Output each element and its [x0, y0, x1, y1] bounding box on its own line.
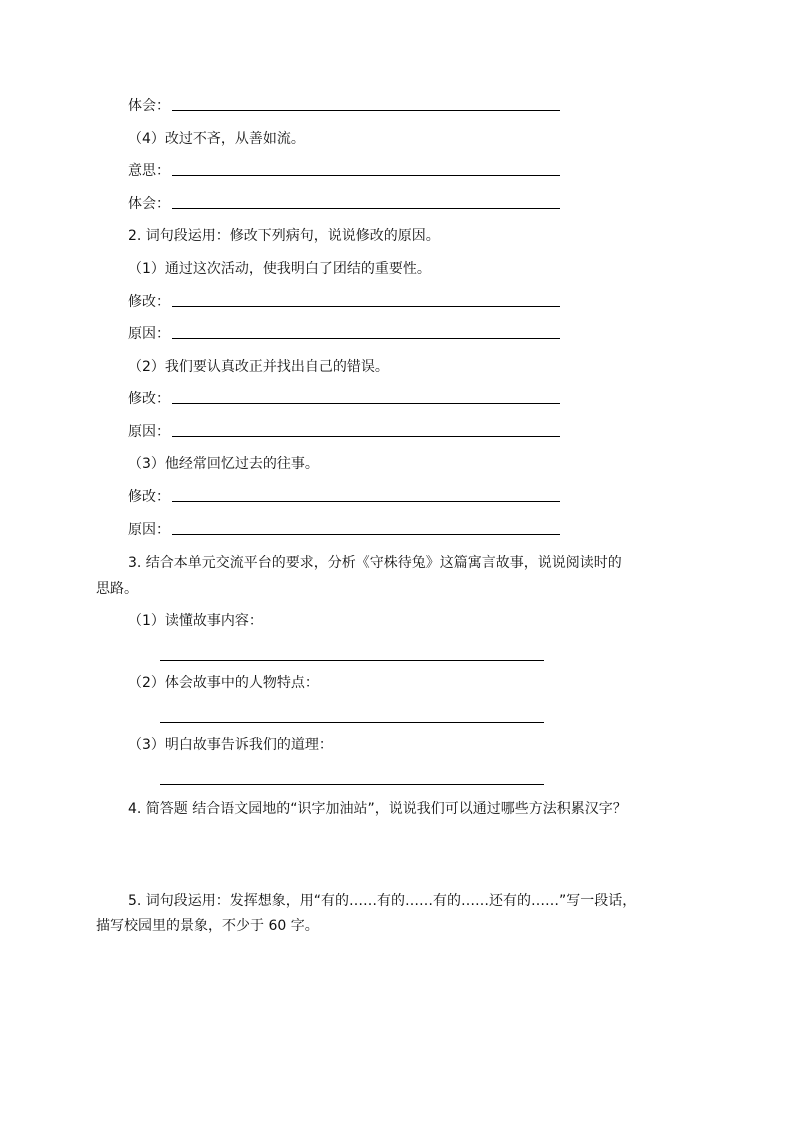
revise-label: 修改：: [128, 294, 170, 310]
q3-item-3: （3）明白故事告诉我们的道理：: [128, 737, 333, 753]
q3-item-2: （2）体会故事中的人物特点：: [128, 675, 319, 691]
q1-tihui-row-a: [128, 95, 560, 117]
tihui-label: 体会：: [128, 196, 170, 212]
answer-line[interactable]: [172, 436, 560, 437]
q2-reason-row-3: [128, 519, 560, 541]
q3-title-line2: 思路。: [96, 581, 138, 597]
q3-title-line1: 3. 结合本单元交流平台的要求，分析《守株待兔》这篇寓言故事，说说阅读时的: [128, 555, 622, 571]
q2-sentence-3: （3）他经常回忆过去的往事。: [128, 456, 319, 472]
q2-sentence-2: （2）我们要认真改正并找出自己的错误。: [128, 359, 389, 375]
answer-line[interactable]: [172, 175, 560, 176]
q3-item-1: （1）读懂故事内容：: [128, 613, 263, 629]
reason-label: 原因：: [128, 326, 170, 342]
answer-line[interactable]: [160, 722, 544, 723]
q1-tihui-row-b: [128, 193, 560, 215]
q2-title: 2. 词句段运用：修改下列病句，说说修改的原因。: [128, 228, 440, 244]
revise-label: 修改：: [128, 489, 170, 505]
q2-sentence-1: （1）通过这次活动，使我明白了团结的重要性。: [128, 261, 431, 277]
reason-label: 原因：: [128, 424, 170, 440]
q2-reason-row-1: [128, 323, 560, 345]
answer-line[interactable]: [172, 534, 560, 535]
q5-question-line1: 5. 词句段运用：发挥想象，用“有的……有的……有的……还有的……”写一段话，: [128, 893, 637, 909]
answer-line[interactable]: [172, 306, 560, 307]
q4-question: 4. 简答题 结合语文园地的“识字加油站”，说说我们可以通过哪些方法积累汉字？: [128, 801, 627, 817]
q2-revise-row-2: [128, 388, 560, 410]
q2-reason-row-2: [128, 421, 560, 443]
reason-label: 原因：: [128, 522, 170, 538]
tihui-label: 体会：: [128, 98, 170, 114]
q2-revise-row-1: [128, 291, 560, 313]
answer-line[interactable]: [160, 660, 544, 661]
answer-line[interactable]: [172, 110, 560, 111]
answer-line[interactable]: [172, 403, 560, 404]
answer-line[interactable]: [160, 784, 544, 785]
q1-item-4: （4）改过不吝，从善如流。: [128, 131, 305, 147]
answer-line[interactable]: [172, 338, 560, 339]
q1-yisi-row: [128, 160, 560, 182]
yisi-label: 意思：: [128, 163, 170, 179]
q2-revise-row-3: [128, 486, 560, 508]
revise-label: 修改：: [128, 391, 170, 407]
q5-question-line2: 描写校园里的景象，不少于 60 字。: [96, 918, 319, 934]
answer-line[interactable]: [172, 501, 560, 502]
answer-line[interactable]: [172, 208, 560, 209]
